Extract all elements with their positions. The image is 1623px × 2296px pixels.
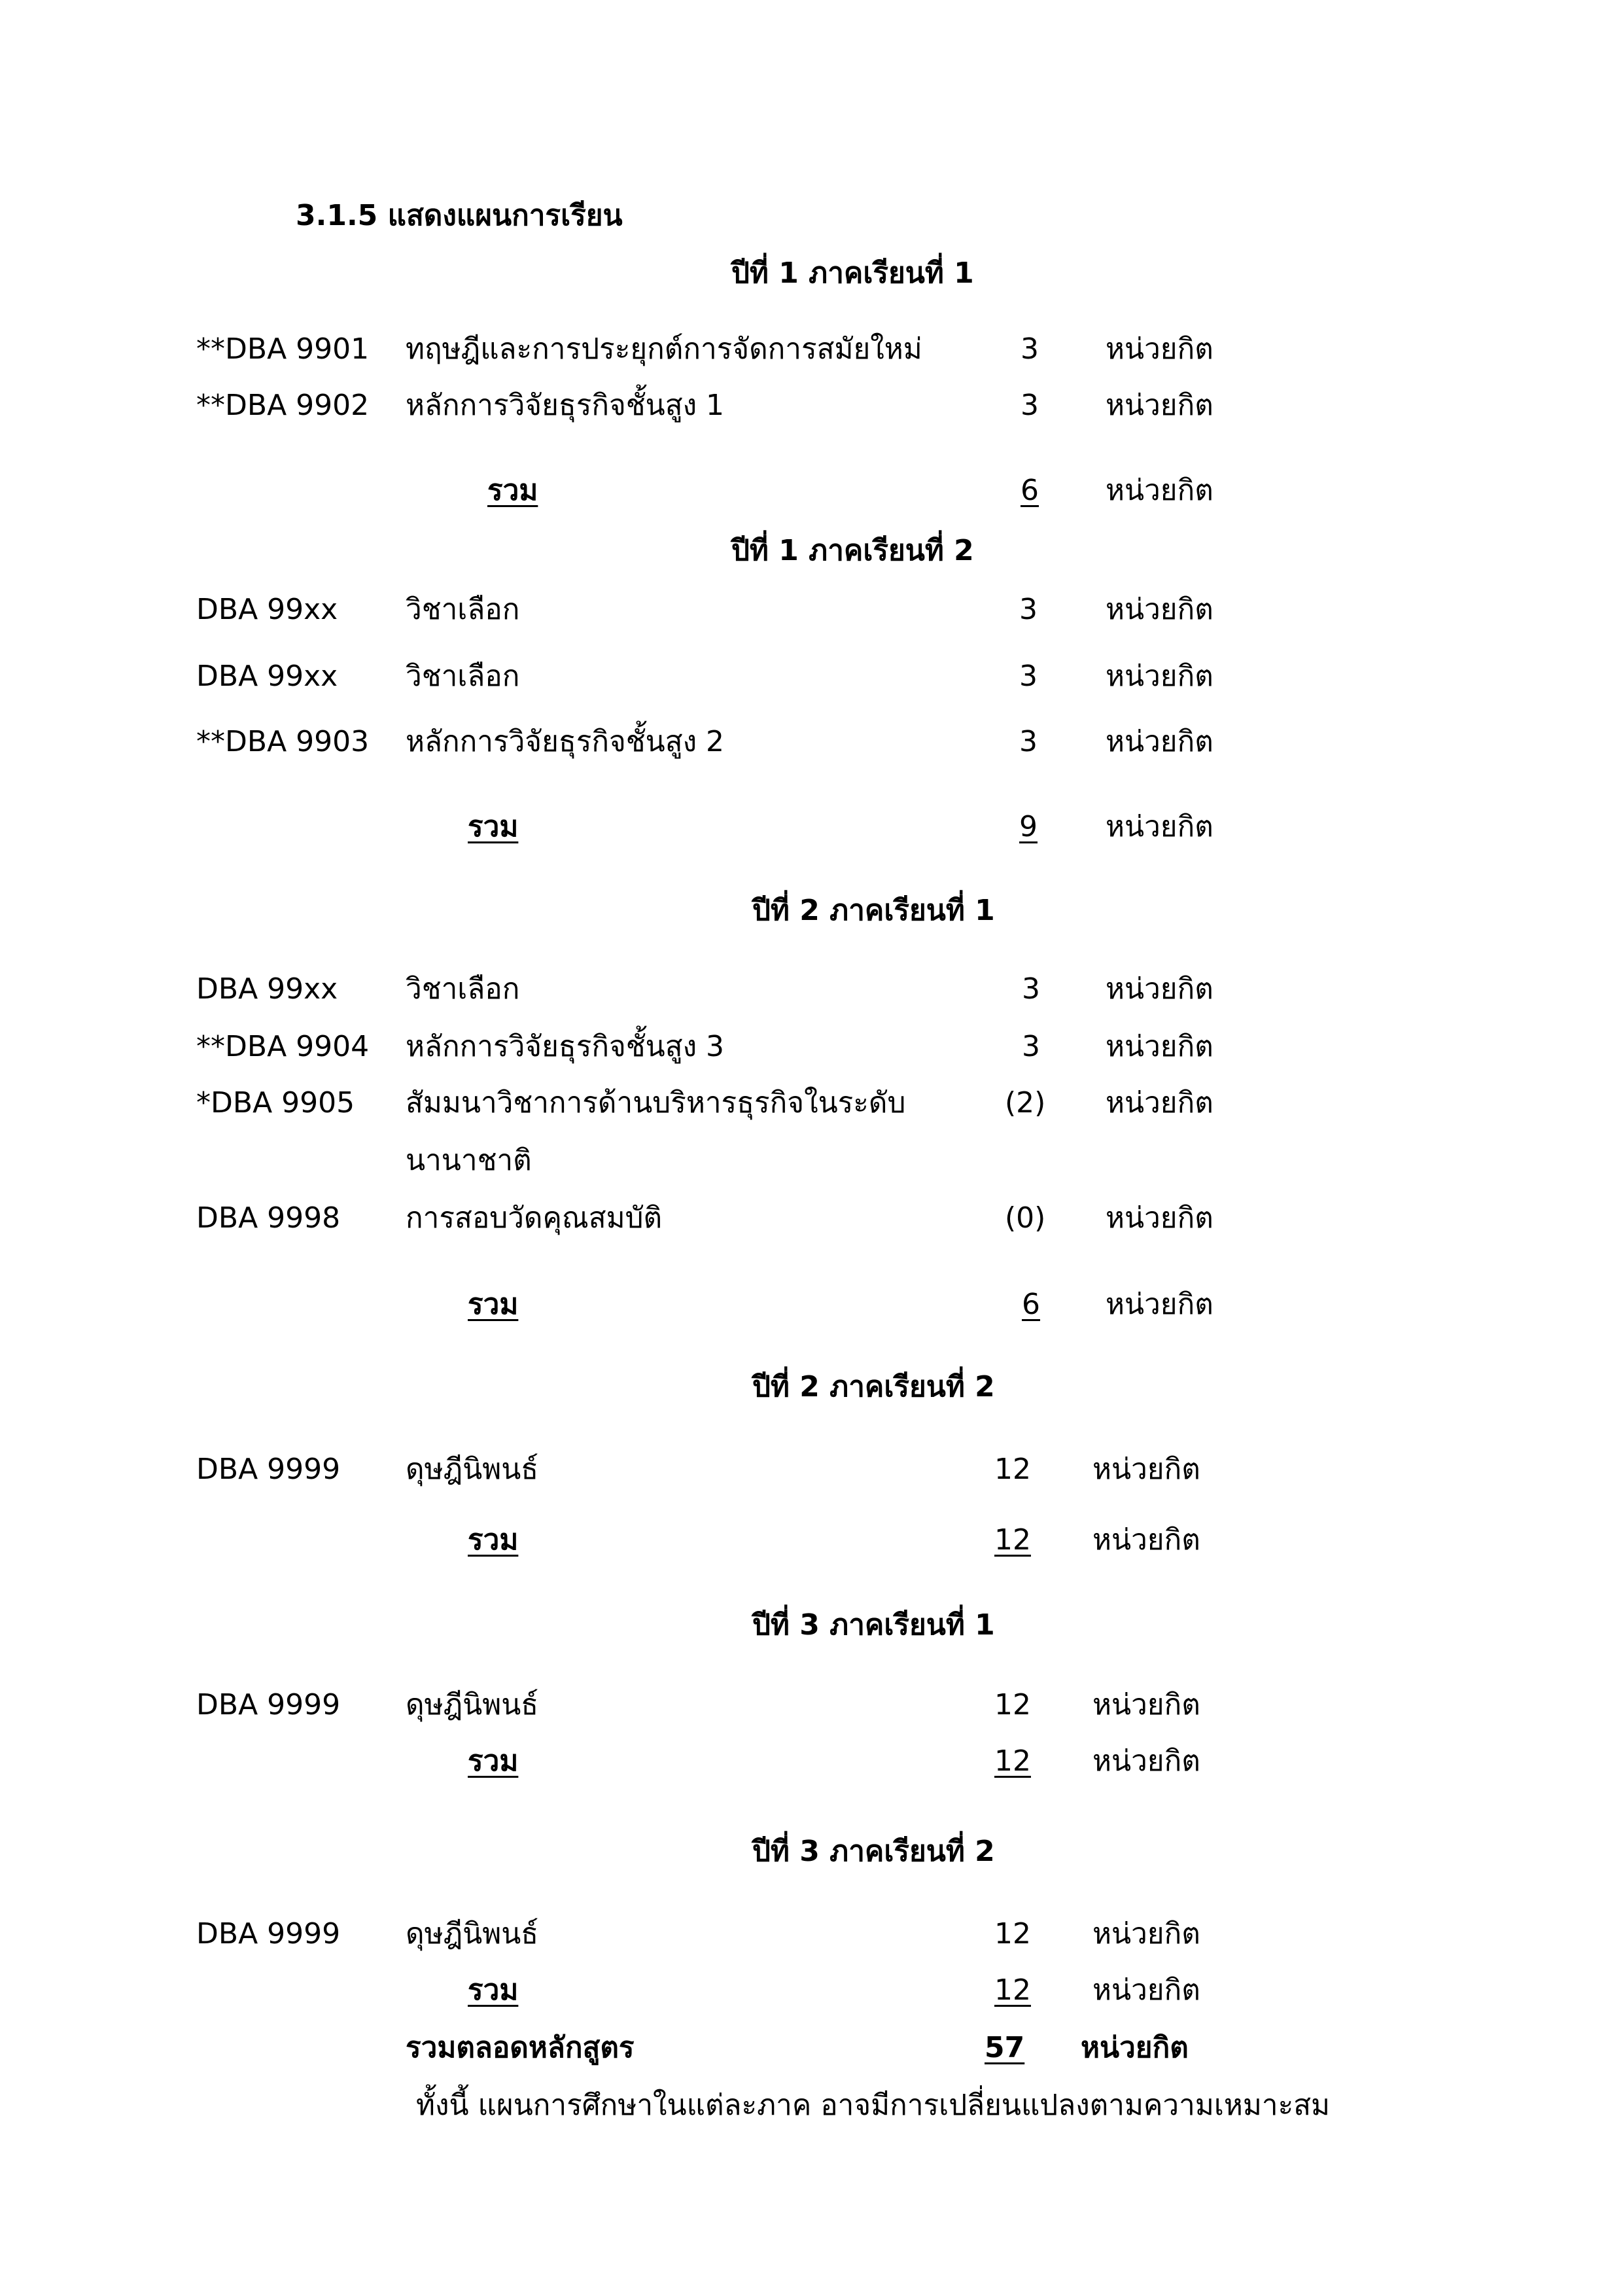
course-code: **DBA 9901 [196,332,370,366]
semester-total-value: 6 [1022,1288,1040,1321]
semester-total-unit: หน่วยกิต [1106,1288,1213,1321]
course-code: DBA 99xx [196,593,338,626]
course-code: DBA 9999 [196,1453,341,1486]
course-name: หลักการวิจัยธุรกิจชั้นสูง 1 [406,389,725,422]
course-credits: 3 [1021,332,1039,366]
course-name: ทฤษฎีและการประยุกต์การจัดการสมัยใหม่ [406,332,922,366]
semester-total-value: 12 [994,1523,1031,1557]
course-name: วิชาเลือก [406,593,520,626]
course-code: **DBA 9904 [196,1030,370,1063]
semester-title: ปีที่ 1 ภาคเรียนที่ 1 [731,256,974,290]
course-code: DBA 99xx [196,660,338,693]
course-name-continued: นานาชาติ [406,1144,532,1177]
course-unit: หน่วยกิต [1106,1201,1213,1235]
course-unit: หน่วยกิต [1092,1917,1200,1951]
semester-total-label: รวม [487,474,538,507]
course-credits: 12 [994,1688,1031,1722]
course-code: DBA 9998 [196,1201,341,1235]
grand-total-value: 57 [985,2031,1025,2064]
semester-total-unit: หน่วยกิต [1106,810,1213,843]
course-name: หลักการวิจัยธุรกิจชั้นสูง 3 [406,1030,725,1063]
course-code: DBA 9999 [196,1688,341,1722]
semester-total-label: รวม [468,1744,519,1778]
course-name: ดุษฎีนิพนธ์ [406,1917,539,1951]
semester-total-unit: หน่วยกิต [1092,1973,1200,2007]
course-name: วิชาเลือก [406,660,520,693]
footnote: ทั้งนี้ แผนการศึกษาในแต่ละภาค อาจมีการเปลี่ยนแปลงตามความเหมาะสม [416,2089,1331,2122]
semester-total-value: 12 [994,1973,1031,2007]
course-code: **DBA 9902 [196,389,370,422]
course-unit: หน่วยกิต [1106,660,1213,693]
semester-total-label: รวม [468,1523,519,1557]
course-unit: หน่วยกิต [1106,593,1213,626]
course-credits: 3 [1019,725,1038,758]
course-unit: หน่วยกิต [1106,389,1213,422]
semester-title: ปีที่ 2 ภาคเรียนที่ 2 [752,1370,995,1404]
course-unit: หน่วยกิต [1106,1030,1213,1063]
course-name: การสอบวัดคุณสมบัติ [406,1201,663,1235]
semester-title: ปีที่ 3 ภาคเรียนที่ 1 [752,1608,995,1642]
course-code: DBA 9999 [196,1917,341,1951]
course-code: **DBA 9903 [196,725,370,758]
semester-total-unit: หน่วยกิต [1106,474,1213,507]
semester-title: ปีที่ 2 ภาคเรียนที่ 1 [752,894,995,927]
semester-total-label: รวม [468,810,519,843]
semester-title: ปีที่ 3 ภาคเรียนที่ 2 [752,1835,995,1868]
course-name: วิชาเลือก [406,972,520,1006]
semester-total-unit: หน่วยกิต [1092,1523,1200,1557]
course-code: DBA 99xx [196,972,338,1006]
semester-title: ปีที่ 1 ภาคเรียนที่ 2 [731,534,974,567]
course-credits: 3 [1021,389,1039,422]
course-name: หลักการวิจัยธุรกิจชั้นสูง 2 [406,725,725,758]
semester-total-value: 9 [1019,810,1038,843]
semester-total-value: 6 [1021,474,1039,507]
course-credits: (2) [1005,1086,1046,1120]
course-credits: 12 [994,1453,1031,1486]
semester-total-label: รวม [468,1973,519,2007]
course-credits: 12 [994,1917,1031,1951]
course-credits: 3 [1019,593,1038,626]
course-unit: หน่วยกิต [1106,332,1213,366]
course-name: ดุษฎีนิพนธ์ [406,1453,539,1486]
course-unit: หน่วยกิต [1106,972,1213,1006]
course-unit: หน่วยกิต [1092,1688,1200,1722]
grand-total-label: รวมตลอดหลักสูตร [406,2031,635,2064]
semester-total-value: 12 [994,1744,1031,1778]
course-credits: 3 [1022,1030,1040,1063]
grand-total-unit: หน่วยกิต [1081,2031,1189,2064]
course-name: ดุษฎีนิพนธ์ [406,1688,539,1722]
course-credits: (0) [1005,1201,1046,1235]
course-credits: 3 [1019,660,1038,693]
section-heading: 3.1.5 แสดงแผนการเรียน [296,199,623,232]
course-unit: หน่วยกิต [1106,725,1213,758]
semester-total-label: รวม [468,1288,519,1321]
course-credits: 3 [1022,972,1040,1006]
course-name: สัมมนาวิชาการด้านบริหารธุรกิจในระดับ [406,1086,906,1120]
course-unit: หน่วยกิต [1106,1086,1213,1120]
course-code: *DBA 9905 [196,1086,355,1120]
semester-total-unit: หน่วยกิต [1092,1744,1200,1778]
course-unit: หน่วยกิต [1092,1453,1200,1486]
